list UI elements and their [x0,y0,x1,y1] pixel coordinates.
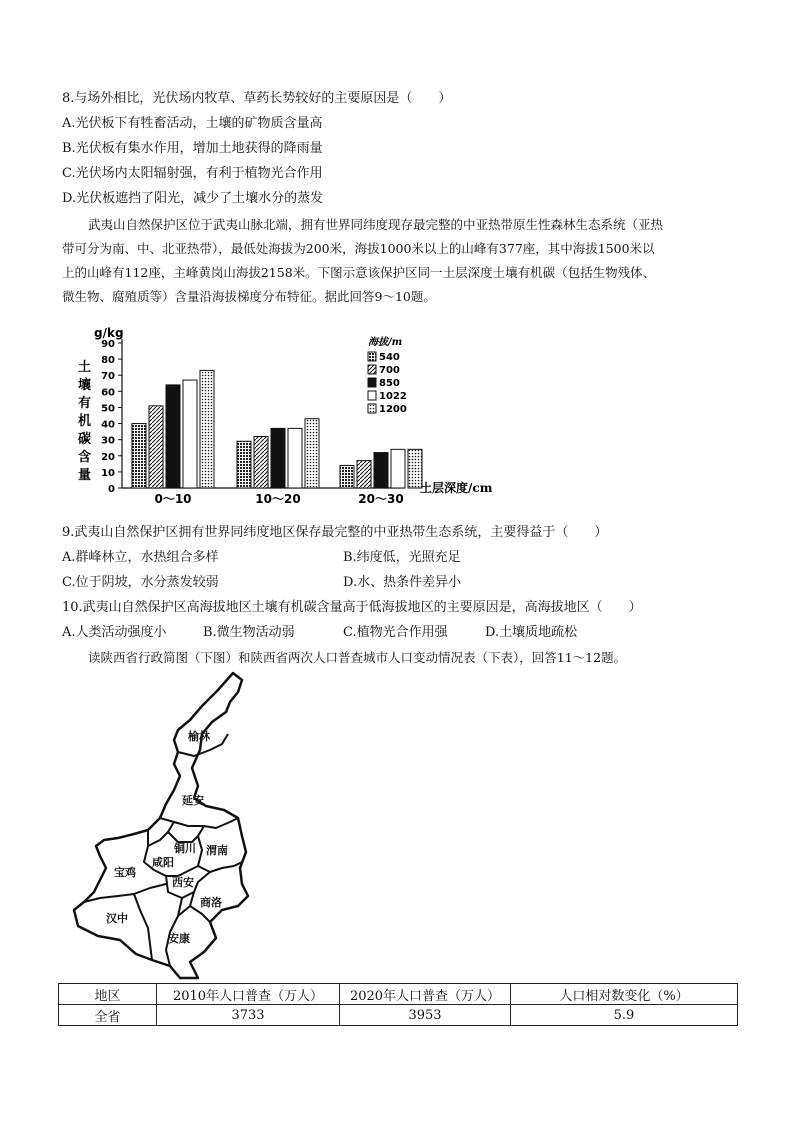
q10-option-a: A.人类活动强度小 [62,625,167,640]
legend-label-540: 540 [379,352,400,363]
y-axis-label-char: 含 [78,450,92,465]
legend-swatch-850 [368,378,376,387]
table-cell: 3953 [340,1005,511,1026]
legend-label-1022: 1022 [379,391,407,402]
bar-540-1 [237,441,251,488]
q9-option-d: D.水、热条件差异小 [343,575,462,590]
y-tick-label: 90 [101,339,115,350]
bar-1022-0 [183,380,197,488]
q10-option-b: B.微生物活动弱 [203,625,295,640]
y-axis-label-char: 有 [78,396,92,411]
table-header-cell: 地区 [59,984,157,1005]
bar-700-0 [149,406,163,488]
bar-700-1 [254,436,268,488]
table-cell: 5.9 [511,1005,738,1026]
shaanxi-map [70,670,260,982]
passage1-line-1: 武夷山自然保护区位于武夷山脉北端，拥有世界同纬度现存最完整的中亚热带原生性森林生态系统（亚热 [88,217,664,232]
table-cell: 3733 [157,1005,340,1026]
passage2: 读陕西省行政简图（下图）和陕西省两次人口普查城市人口变动情况表（下表），回答11～12题。 [88,650,627,665]
y-axis-label-char: 量 [78,468,92,483]
q8-option-c: C.光伏场内太阳辐射强，有利于植物光合作用 [62,166,323,181]
map-label-xianyang: 咸阳 [152,856,174,869]
table-header-cell: 人口相对数变化（%） [511,984,738,1005]
legend-title: 海拔/m [368,337,403,348]
map-label-hanzhong: 汉中 [106,912,128,925]
bar-850-1 [271,428,285,488]
table-header-cell: 2020年人口普查（万人） [340,984,511,1005]
legend-label-1200: 1200 [379,404,407,415]
legend-swatch-700 [368,365,376,374]
x-tick-label: 20～30 [358,492,404,506]
x-tick-label: 10～20 [255,492,301,506]
y-tick-label: 80 [101,355,115,367]
table-header-row [59,984,738,1005]
y-unit-label: g/kg [94,326,124,340]
q9-option-a: A.群峰林立，水热组合多样 [62,550,219,565]
legend-swatch-1200 [368,404,376,413]
q9-option-c: C.位于阴坡，水分蒸发较弱 [62,575,219,590]
q10-option-d: D.土壤质地疏松 [485,625,578,640]
passage1-line-2: 带可分为南、中、北亚热带），最低处海拔为200米，海拔1000米以上的山峰有377座，其中海拔1500米以 [62,241,655,256]
y-tick-label: 0 [108,484,115,495]
table-cell: 全省 [59,1005,157,1026]
y-tick-label: 40 [101,419,115,431]
q8-stem: 8.与场外相比，光伏场内牧草、草药长势较好的主要原因是（ ） [62,91,452,106]
x-tick-label: 0～10 [154,492,192,506]
population-table [58,983,738,1026]
legend-swatch-540 [368,352,376,361]
y-axis-label-char: 碳 [78,432,92,447]
map-label-shangluo: 商洛 [200,896,222,909]
bar-540-2 [340,465,354,488]
passage1-line-3: 上的山峰有112座，主峰黄岗山海拔2158米。下图示意该保护区同一土层深度土壤有机碳（包括生物残体、 [62,265,656,280]
chart-bars [132,370,493,506]
bar-540-0 [132,424,146,488]
map-label-baoji: 宝鸡 [114,866,136,879]
q8-option-a: A.光伏板下有牲畜活动，土壤的矿物质含量高 [62,116,323,131]
y-tick-label: 60 [101,387,115,399]
bar-1200-1 [305,419,319,488]
bar-1200-0 [200,370,214,488]
y-axis-label [78,359,91,483]
y-tick-label: 70 [101,371,115,383]
passage1-line-4: 微生物、腐殖质等）含量沿海拔梯度分布特征。据此回答9～10题。 [62,289,436,304]
q9-stem: 9.武夷山自然保护区拥有世界同纬度地区保存最完整的中亚热带生态系统，主要得益于（ ） [62,525,608,540]
q8-option-d: D.光伏板遮挡了阳光，减少了土壤水分的蒸发 [62,191,324,206]
map-label-tongchuan: 铜川 [174,842,196,855]
table-header-cell: 2010年人口普查（万人） [157,984,340,1005]
map-label-yanan: 延安 [182,794,204,807]
y-tick-label: 30 [101,435,115,447]
map-label-ankang: 安康 [168,932,190,945]
y-tick-label: 10 [101,467,115,479]
map-label-yulin: 榆林 [188,730,210,743]
q10-option-c: C.植物光合作用强 [343,625,448,640]
bar-1022-2 [391,449,405,488]
y-axis-label-char: 土 [78,360,92,375]
q10-stem: 10.武夷山自然保护区高海拔地区土壤有机碳含量高于低海拔地区的主要原因是，高海拔地区（ ） [62,600,642,615]
soil-carbon-chart [72,323,532,508]
legend-swatch-1022 [368,391,376,400]
x-axis-label: 土层深度/cm [420,481,493,495]
table-row [59,1005,738,1026]
y-tick-label: 20 [101,451,115,463]
y-tick-label: 50 [101,403,115,415]
q8-option-b: B.光伏板有集水作用，增加土地获得的降雨量 [62,141,323,156]
map-label-weinan: 渭南 [206,844,228,857]
legend-label-700: 700 [379,365,400,376]
bar-700-2 [357,461,371,488]
bar-850-0 [166,385,180,488]
y-axis-label-char: 机 [78,414,92,429]
y-axis-label-char: 壤 [78,378,92,393]
bar-850-2 [374,453,388,488]
map-label-xian: 西安 [172,876,194,889]
chart-legend [368,336,407,415]
legend-label-850: 850 [379,378,400,389]
bar-1022-1 [288,428,302,488]
q9-option-b: B.纬度低，光照充足 [343,550,461,565]
